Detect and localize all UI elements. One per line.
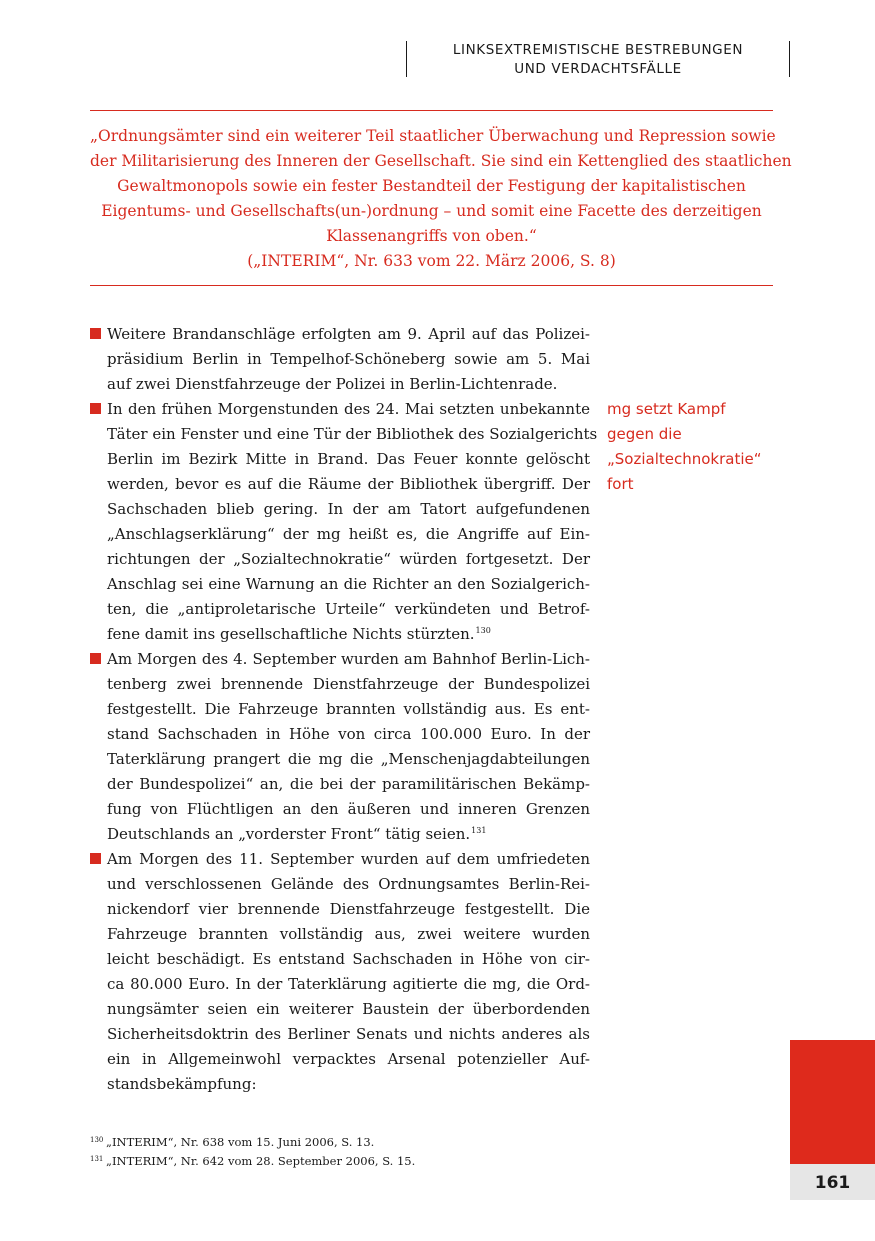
text-line-content: fene damit ins gesellschaftliche Nichts stürzten.	[107, 625, 475, 643]
margin-note	[607, 397, 787, 497]
margin-note-line: fort	[607, 475, 634, 493]
running-header-line-2: UND VERDACHTSFÄLLE	[514, 61, 682, 77]
margin-note-line: „Sozialtechnokratie“	[607, 450, 762, 468]
pull-quote	[90, 110, 792, 286]
list-item	[90, 322, 590, 397]
footnote-number: 131	[90, 1155, 104, 1163]
text-line-content: Deutschlands an „vorderster Front“ tätig seien.	[107, 825, 471, 843]
text-line: Fahrzeuge brannten vollständig aus, zwei weitere wurden	[107, 925, 590, 943]
section-tab-block	[790, 1040, 875, 1164]
text-line: nungsämter seien ein weiterer Baustein der überbordenden	[107, 1000, 590, 1018]
text-line: leicht beschädigt. Es entstand Sachschaden in Höhe von cir-	[107, 950, 590, 968]
body-text	[90, 322, 598, 1097]
footnote-text: „INTERIM“, Nr. 642 vom 28. September 2006, S. 15.	[106, 1154, 416, 1168]
list-item	[90, 847, 590, 1097]
quote-line: der Militarisierung des Inneren der Gesellschaft. Sie sind ein Kettenglied des staatlichen	[90, 152, 792, 170]
text-line: Berlin im Bezirk Mitte in Brand. Das Feuer konnte gelöscht	[107, 450, 590, 468]
text-line: Sicherheitsdoktrin des Berliner Senats und nichts anderes als	[107, 1025, 590, 1043]
text-line: nickendorf vier brennende Dienstfahrzeuge festgestellt. Die	[107, 900, 590, 918]
text-line: der Bundespolizei“ an, die bei der paramilitärischen Bekämp-	[107, 775, 590, 793]
text-line: Täter ein Fenster und eine Tür der Bibliothek des Sozialgerichts	[107, 425, 598, 443]
list-item	[90, 397, 598, 647]
running-header-line-1: LINKSEXTREMISTISCHE BESTREBUNGEN	[452, 42, 744, 58]
text-line: ten, die „antiproletarische Urteile“ verkündeten und Betrof-	[107, 600, 590, 618]
text-line: ein in Allgemeinwohl verpacktes Arsenal potenzieller Auf-	[107, 1050, 590, 1068]
text-line: standsbekämpfung:	[107, 1075, 257, 1093]
footnote	[90, 1133, 610, 1152]
text-line: auf zwei Dienstfahrzeuge der Polizei in Berlin-Lichtenrade.	[107, 375, 558, 393]
footnote-ref[interactable]: 130	[475, 626, 491, 635]
bullet-square-icon	[90, 853, 101, 864]
running-header	[406, 41, 790, 77]
page-number: 161	[790, 1164, 875, 1200]
text-line: stand Sachschaden in Höhe von circa 100.000 Euro. In der	[107, 725, 590, 743]
text-line: präsidium Berlin in Tempelhof-Schöneberg sowie am 5. Mai	[107, 350, 590, 368]
margin-note-line: mg setzt Kampf	[607, 400, 726, 418]
text-line: fung von Flüchtligen an den äußeren und inneren Grenzen	[107, 800, 590, 818]
text-line: Anschlag sei eine Warnung an die Richter an den Sozialgerich-	[107, 575, 590, 593]
footnotes	[90, 1133, 610, 1171]
text-line: festgestellt. Die Fahrzeuge brannten vollständig aus. Es ent-	[107, 700, 590, 718]
bullet-square-icon	[90, 328, 101, 339]
footnote-text: „INTERIM“, Nr. 638 vom 15. Juni 2006, S. 13.	[106, 1135, 375, 1149]
footnote-number: 130	[90, 1136, 104, 1144]
text-line: Taterklärung prangert die mg die „Menschenjagdabteilungen	[107, 750, 590, 768]
text-line: ca 80.000 Euro. In der Taterklärung agitierte die mg, die Ord-	[107, 975, 590, 993]
bullet-square-icon	[90, 653, 101, 664]
footnote-ref[interactable]: 131	[471, 826, 487, 835]
quote-line: „Ordnungsämter sind ein weiterer Teil staatlicher Überwachung und Repression sowie	[90, 127, 776, 145]
text-line: Am Morgen des 4. September wurden am Bahnhof Berlin-Lich-	[107, 650, 590, 668]
quote-line: Eigentums- und Gesellschafts(un-)ordnung – und somit eine Facette des derzeitigen	[101, 202, 762, 220]
quote-line: Gewaltmonopols sowie ein fester Bestandteil der Festigung der kapitalistischen	[117, 177, 746, 195]
margin-note-line: gegen die	[607, 425, 682, 443]
text-line: „Anschlagserklärung“ der mg heißt es, die Angriffe auf Ein-	[107, 525, 590, 543]
text-line	[107, 822, 590, 847]
text-line: Sachschaden blieb gering. In der am Tatort aufgefundenen	[107, 500, 590, 518]
quote-line: Klassenangriffs von oben.“	[326, 227, 537, 245]
bullet-square-icon	[90, 403, 101, 414]
text-line: In den frühen Morgenstunden des 24. Mai setzten unbekannte	[107, 400, 590, 418]
text-line: werden, bevor es auf die Räume der Bibliothek übergriff. Der	[107, 475, 590, 493]
text-line	[107, 622, 590, 647]
text-line: richtungen der „Sozialtechnokratie“ würden fortgesetzt. Der	[107, 550, 590, 568]
quote-source: („INTERIM“, Nr. 633 vom 22. März 2006, S. 8)	[247, 252, 616, 270]
list-item	[90, 647, 590, 847]
text-line: tenberg zwei brennende Dienstfahrzeuge der Bundespolizei	[107, 675, 590, 693]
text-line: Weitere Brandanschläge erfolgten am 9. April auf das Polizei-	[107, 325, 590, 343]
text-line: Am Morgen des 11. September wurden auf dem umfriedeten	[107, 850, 590, 868]
footnote	[90, 1152, 610, 1171]
text-line: und verschlossenen Gelände des Ordnungsamtes Berlin-Rei-	[107, 875, 590, 893]
